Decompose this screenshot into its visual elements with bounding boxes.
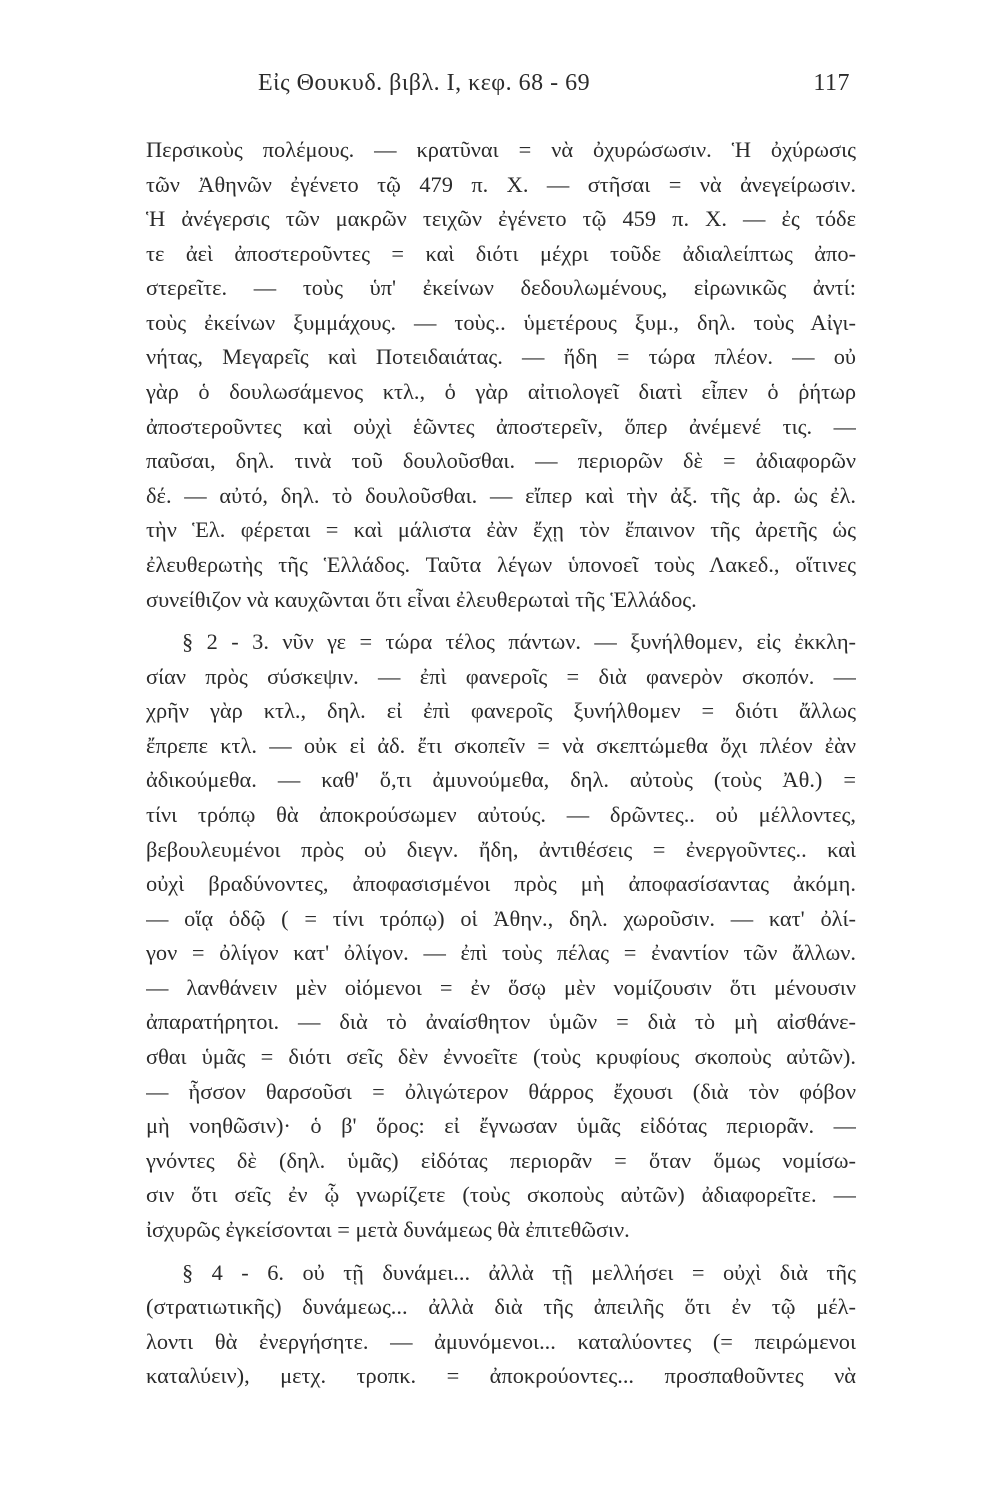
text-line: οὐχὶ βραδύνοντες, ἀποφασισμένοι πρὸς μὴ ἀποφασίσαντας ἀκόμη.: [146, 871, 856, 897]
text-line: σίαν πρὸς σύσκεψιν. — ἐπὶ φανεροῖς = διὰ φανερὸν σκοπόν. —: [146, 663, 856, 689]
text-line: νήτας, Μεγαρεῖς καὶ Ποτειδαιάτας. — ἤδη = τώρα πλέον. — οὐ: [146, 344, 856, 370]
paragraph-gap: [146, 1248, 856, 1256]
text-line: τὴν Ἑλ. φέρεται = καὶ μάλιστα ἐὰν ἔχῃ τὸν ἔπαινον τῆς ἀρετῆς ὡς: [146, 517, 856, 543]
text-line: γον = ὀλίγον κατ' ὀλίγον. — ἐπὶ τοὺς πέλας = ἐναντίον τῶν ἄλλων.: [146, 940, 856, 966]
paragraph: [146, 625, 856, 1247]
running-title: Εἰς Θουκυδ. βιβλ. Ι, κεφ. 68 - 69: [258, 70, 591, 96]
text-line: ἀποστεροῦντες καὶ οὐχὶ ἑῶντες ἀποστερεῖν, ὅπερ ἀνέμενέ τις. —: [146, 413, 856, 439]
text-line: § 4 - 6. οὐ τῇ δυνάμει... ἀλλὰ τῇ μελλήσει = οὐχὶ διὰ τῆς: [182, 1259, 856, 1285]
text-line: τῶν Ἀθηνῶν ἐγένετο τῷ 479 π. Χ. — στῆσαι = νὰ ἀνεγείρωσιν.: [146, 171, 856, 197]
text-line: μὴ νοηθῶσιν)· ὁ β' ὅρος: εἰ ἔγνωσαν ὑμᾶς εἰδότας περιορᾶν. —: [146, 1113, 856, 1139]
text-line: Ἡ ἀνέγερσις τῶν μακρῶν τειχῶν ἐγένετο τῷ 459 π. Χ. — ἐς τόδε: [146, 206, 856, 232]
text-line: συνείθιζον νὰ καυχῶνται ὅτι εἶναι ἐλευθερωταὶ τῆς Ἑλλάδος.: [146, 586, 697, 612]
text-line: ἰσχυρῶς ἐγκείσονται = μετὰ δυνάμεως θὰ ἐπιτεθῶσιν.: [146, 1216, 630, 1242]
text-line: σιν ὅτι σεῖς ἐν ᾧ γνωρίζετε (τοὺς σκοποὺς αὐτῶν) ἀδιαφορεῖτε. —: [146, 1182, 856, 1208]
text-line: τοὺς ἐκείνων ξυμμάχους. — τοὺς.. ὑμετέρους ξυμ., δηλ. τοὺς Αἰγι-: [146, 309, 856, 335]
text-line: § 2 - 3. νῦν γε = τώρα τέλος πάντων. — ξυνήλθομεν, εἰς ἐκκλη-: [182, 629, 856, 655]
text-line: σθαι ὑμᾶς = διότι σεῖς δὲν ἐννοεῖτε (τοὺς κρυφίους σκοποὺς αὐτῶν).: [146, 1044, 856, 1070]
text-line: ἀπαρατήρητοι. — διὰ τὸ ἀναίσθητον ὑμῶν = διὰ τὸ μὴ αἰσθάνε-: [146, 1009, 856, 1035]
page-header: [258, 70, 850, 110]
text-line: ἀδικούμεθα. — καθ' ὅ,τι ἀμυνούμεθα, δηλ. αὐτοὺς (τοὺς Ἀθ.) =: [146, 767, 856, 793]
paragraph: [146, 1256, 856, 1394]
text-line: χρῆν γὰρ κτλ., δηλ. εἰ ἐπὶ φανεροῖς ξυνήλθομεν = διότι ἄλλως: [146, 698, 856, 724]
text-line: βεβουλευμένοι πρὸς οὐ διεγν. ἤδη, ἀντιθέσεις = ἐνεργοῦντες.. καὶ: [146, 836, 856, 862]
text-line: λοντι θὰ ἐνεργήσητε. — ἀμυνόμενοι... καταλύοντες (= πειρώμενοι: [146, 1328, 856, 1354]
text-line: ἔπρεπε κτλ. — οὐκ εἰ ἀδ. ἔτι σκοπεῖν = νὰ σκεπτώμεθα ὄχι πλέον ἐὰν: [146, 732, 856, 758]
page-number: 117: [813, 70, 850, 96]
paragraph-gap: [146, 617, 856, 625]
text-line: — οἵᾳ ὁδῷ ( = τίνι τρόπῳ) οἱ Ἀθην., δηλ. χωροῦσιν. — κατ' ὀλί-: [146, 905, 856, 931]
paragraph: [146, 133, 856, 617]
body-text: [146, 133, 856, 1394]
text-line: δέ. — αὐτό, δηλ. τὸ δουλοῦσθαι. — εἴπερ καὶ τὴν ἀξ. τῆς ἀρ. ὡς ἐλ.: [146, 482, 856, 508]
text-line: καταλύειν), μετχ. τροπκ. = ἀποκρούοντες... προσπαθοῦντες νὰ: [146, 1363, 856, 1389]
text-line: στερεῖτε. — τοὺς ὑπ' ἐκείνων δεδουλωμένους, εἰρωνικῶς ἀντί:: [146, 275, 856, 301]
text-line: ἐλευθερωτὴς τῆς Ἑλλάδος. Ταῦτα λέγων ὑπονοεῖ τοὺς Λακεδ., οἵτινες: [146, 551, 856, 577]
text-line: (στρατιωτικῆς) δυνάμεως... ἀλλὰ διὰ τῆς ἀπειλῆς ὅτι ἐν τῷ μέλ-: [146, 1294, 856, 1320]
text-line: παῦσαι, δηλ. τινὰ τοῦ δουλοῦσθαι. — περιορῶν δὲ = ἀδιαφορῶν: [146, 448, 856, 474]
text-line: τίνι τρόπῳ θὰ ἀποκρούσωμεν αὐτούς. — δρῶντες.. οὐ μέλλοντες,: [146, 801, 856, 827]
text-line: — ἧσσον θαρσοῦσι = ὀλιγώτερον θάρρος ἔχουσι (διὰ τὸν φόβον: [146, 1078, 856, 1104]
text-line: γνόντες δὲ (δηλ. ὑμᾶς) εἰδότας περιορᾶν = ὅταν ὅμως νομίσω-: [146, 1147, 856, 1173]
text-line: — λανθάνειν μὲν οἰόμενοι = ἐν ὅσῳ μὲν νομίζουσιν ὅτι μένουσιν: [146, 974, 856, 1000]
text-line: γὰρ ὁ δουλωσάμενος κτλ., ὁ γὰρ αἰτιολογεῖ διατὶ εἶπεν ὁ ῥήτωρ: [146, 379, 856, 405]
text-line: Περσικοὺς πολέμους. — κρατῦναι = νὰ ὀχυρώσωσιν. Ἡ ὀχύρωσις: [146, 137, 856, 162]
text-line: τε ἀεὶ ἀποστεροῦντες = καὶ διότι μέχρι τοῦδε ἀδιαλείπτως ἀπο-: [146, 240, 856, 266]
